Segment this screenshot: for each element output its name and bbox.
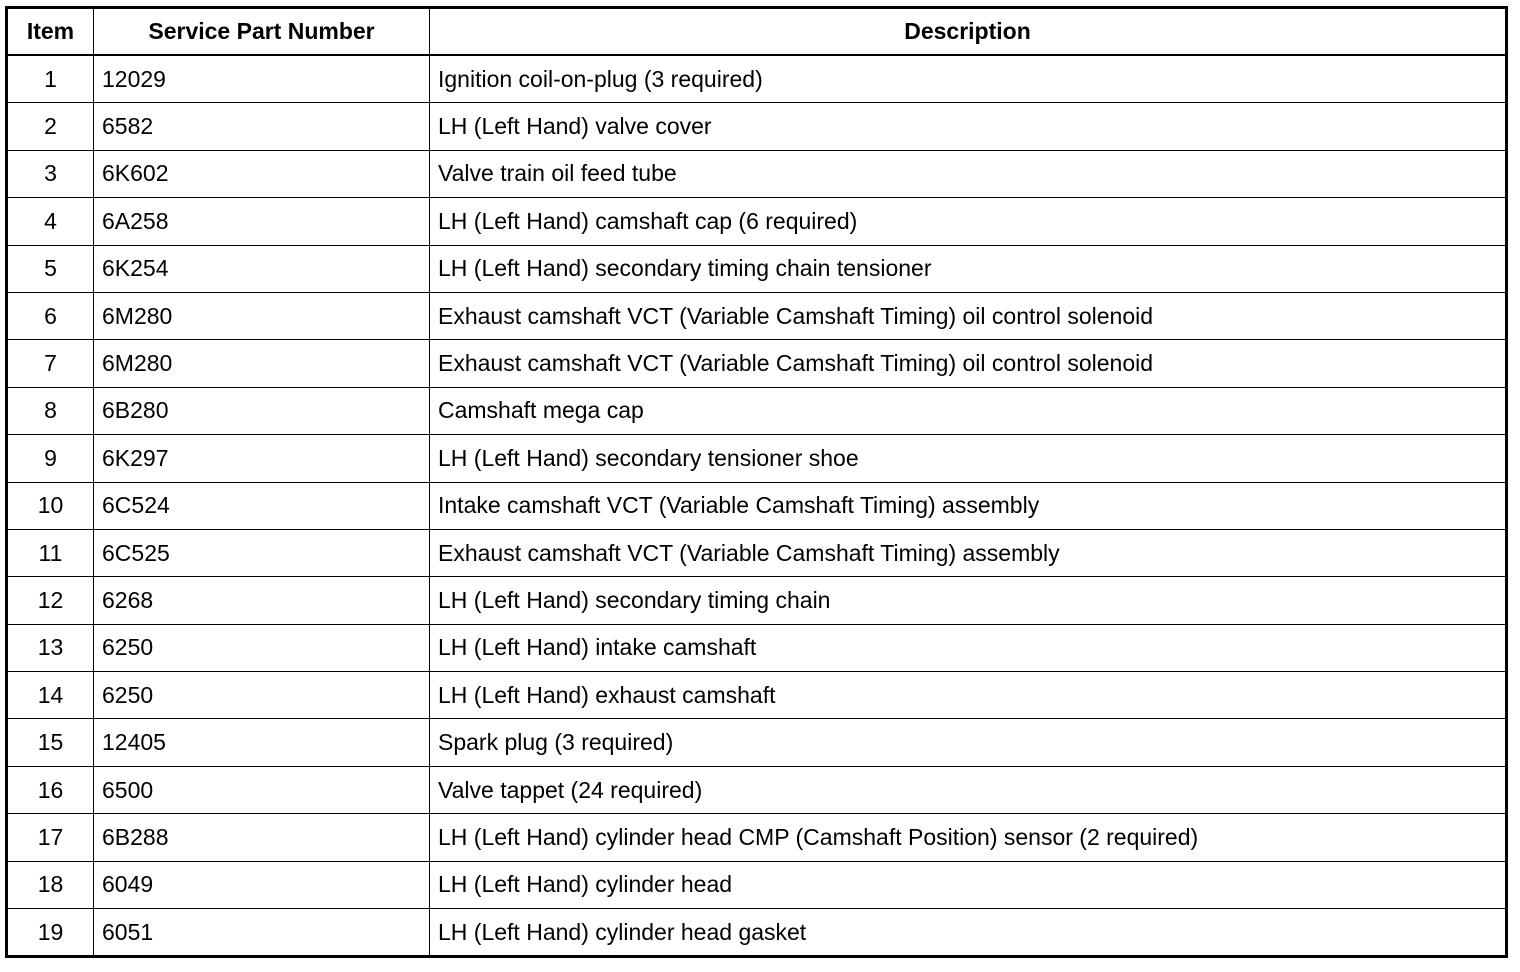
table-row — [7, 387, 1507, 434]
item-number-cell: 8 — [7, 387, 94, 434]
item-number-cell: 3 — [7, 150, 94, 197]
table-row — [7, 719, 1507, 766]
item-number-cell: 9 — [7, 435, 94, 482]
description-cell: Valve train oil feed tube — [430, 150, 1507, 197]
item-number-cell: 4 — [7, 198, 94, 245]
description-cell: LH (Left Hand) camshaft cap (6 required) — [430, 198, 1507, 245]
description-cell: LH (Left Hand) secondary timing chain — [430, 577, 1507, 624]
description-cell: LH (Left Hand) exhaust camshaft — [430, 672, 1507, 719]
description-cell: Intake camshaft VCT (Variable Camshaft Timing) assembly — [430, 482, 1507, 529]
service-part-number-cell: 6250 — [94, 624, 430, 671]
service-part-number-cell: 6M280 — [94, 292, 430, 339]
table-row — [7, 292, 1507, 339]
service-part-number-cell: 6051 — [94, 909, 430, 957]
service-part-number-cell: 6250 — [94, 672, 430, 719]
item-number-cell: 7 — [7, 340, 94, 387]
service-part-number-cell: 6K254 — [94, 245, 430, 292]
table-row — [7, 766, 1507, 813]
item-number-cell: 14 — [7, 672, 94, 719]
table-row — [7, 529, 1507, 576]
table-row — [7, 435, 1507, 482]
table-row — [7, 103, 1507, 150]
description-cell: Ignition coil-on-plug (3 required) — [430, 55, 1507, 103]
table-row — [7, 577, 1507, 624]
item-number-cell: 5 — [7, 245, 94, 292]
header-item: Item — [7, 8, 94, 56]
service-parts-table — [5, 6, 1508, 958]
table-row — [7, 624, 1507, 671]
header-row — [7, 8, 1507, 56]
service-part-number-cell: 12405 — [94, 719, 430, 766]
service-part-number-cell: 6C525 — [94, 529, 430, 576]
item-number-cell: 19 — [7, 909, 94, 957]
item-number-cell: 17 — [7, 814, 94, 861]
table-row — [7, 245, 1507, 292]
table-row — [7, 150, 1507, 197]
service-part-number-cell: 6049 — [94, 861, 430, 908]
item-number-cell: 13 — [7, 624, 94, 671]
item-number-cell: 15 — [7, 719, 94, 766]
item-number-cell: 2 — [7, 103, 94, 150]
table-row — [7, 672, 1507, 719]
table-row — [7, 55, 1507, 103]
table-body — [7, 55, 1507, 957]
table-row — [7, 482, 1507, 529]
header-description: Description — [430, 8, 1507, 56]
table-row — [7, 198, 1507, 245]
service-part-number-cell: 6B288 — [94, 814, 430, 861]
description-cell: Exhaust camshaft VCT (Variable Camshaft Timing) oil control solenoid — [430, 340, 1507, 387]
header-service-part-number: Service Part Number — [94, 8, 430, 56]
description-cell: LH (Left Hand) valve cover — [430, 103, 1507, 150]
description-cell: LH (Left Hand) secondary timing chain tensioner — [430, 245, 1507, 292]
service-part-number-cell: 12029 — [94, 55, 430, 103]
description-cell: LH (Left Hand) intake camshaft — [430, 624, 1507, 671]
service-part-number-cell: 6A258 — [94, 198, 430, 245]
table-row — [7, 861, 1507, 908]
item-number-cell: 6 — [7, 292, 94, 339]
description-cell: LH (Left Hand) cylinder head gasket — [430, 909, 1507, 957]
service-part-number-cell: 6500 — [94, 766, 430, 813]
description-cell: LH (Left Hand) cylinder head CMP (Camshaft Position) sensor (2 required) — [430, 814, 1507, 861]
item-number-cell: 1 — [7, 55, 94, 103]
service-part-number-cell: 6C524 — [94, 482, 430, 529]
item-number-cell: 11 — [7, 529, 94, 576]
item-number-cell: 18 — [7, 861, 94, 908]
description-cell: Spark plug (3 required) — [430, 719, 1507, 766]
description-cell: LH (Left Hand) cylinder head — [430, 861, 1507, 908]
table-row — [7, 340, 1507, 387]
description-cell: Exhaust camshaft VCT (Variable Camshaft Timing) assembly — [430, 529, 1507, 576]
service-part-number-cell: 6B280 — [94, 387, 430, 434]
description-cell: LH (Left Hand) secondary tensioner shoe — [430, 435, 1507, 482]
table-row — [7, 814, 1507, 861]
description-cell: Camshaft mega cap — [430, 387, 1507, 434]
description-cell: Valve tappet (24 required) — [430, 766, 1507, 813]
service-part-number-cell: 6582 — [94, 103, 430, 150]
table-header — [7, 8, 1507, 56]
description-cell: Exhaust camshaft VCT (Variable Camshaft Timing) oil control solenoid — [430, 292, 1507, 339]
item-number-cell: 16 — [7, 766, 94, 813]
table-row — [7, 909, 1507, 957]
service-part-number-cell: 6268 — [94, 577, 430, 624]
item-number-cell: 12 — [7, 577, 94, 624]
item-number-cell: 10 — [7, 482, 94, 529]
service-part-number-cell: 6M280 — [94, 340, 430, 387]
service-part-number-cell: 6K602 — [94, 150, 430, 197]
service-part-number-cell: 6K297 — [94, 435, 430, 482]
